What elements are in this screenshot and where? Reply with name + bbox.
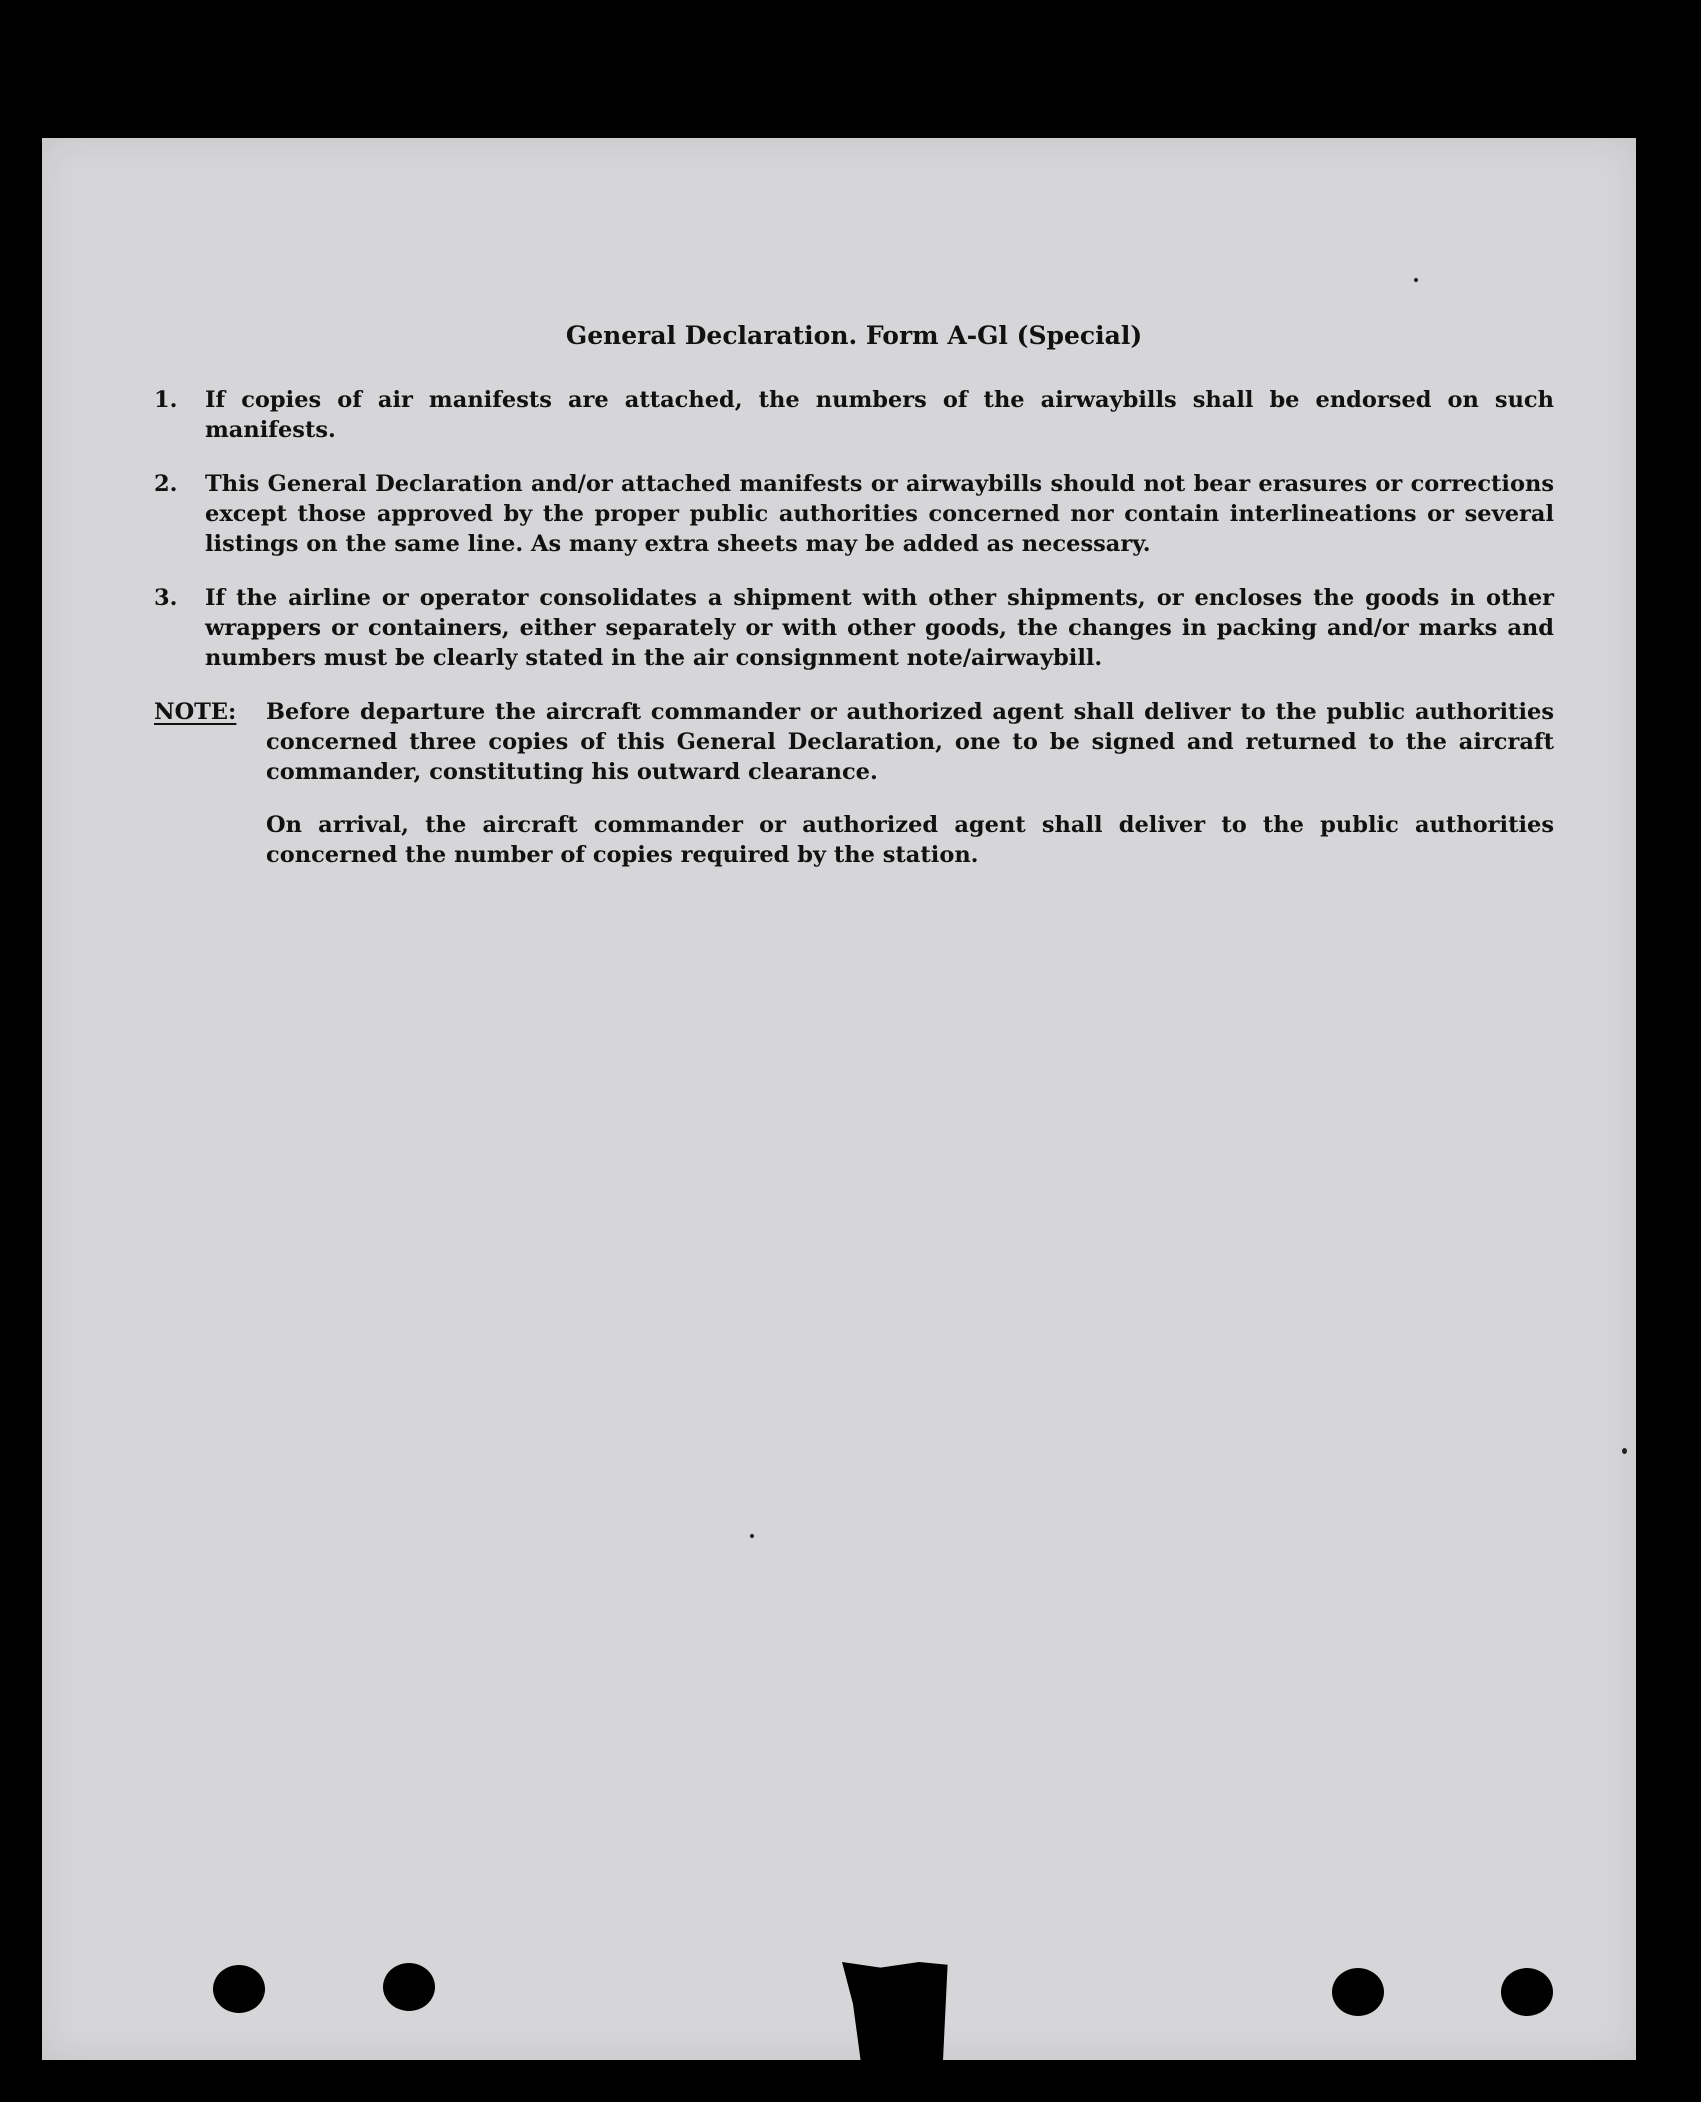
item-text: If copies of air manifests are attached, the numbers of the airwaybills shall be endorsed on such manifests. [205, 387, 1554, 443]
item-number: 3. [154, 585, 178, 611]
note-section [154, 697, 1554, 893]
bleed-through-heading [402, 242, 415, 272]
punch-hole [1332, 1968, 1384, 2016]
note-label: NOTE: [154, 699, 237, 725]
paper-speck [1622, 1448, 1627, 1454]
item-number: 1. [154, 387, 178, 413]
item-number: 2. [154, 471, 178, 497]
note-paragraph: Before departure the aircraft commander or authorized agent shall deliver to the public authorities concerned three copies of this General Declaration, one to be signed and returned to the aircraft commander, constituting his outward clearance. [266, 699, 1554, 785]
paper-speck [750, 1534, 754, 1538]
instruction-item [154, 583, 1554, 673]
item-text: If the airline or operator consolidates a shipment with other shipments, or encloses the goods in other wrappers or containers, either separately or with other goods, the changes in packing and/or marks and numbers must be clearly stated in the air consignment note/airwaybill. [205, 585, 1554, 671]
punch-hole [1501, 1968, 1553, 2016]
torn-notch [842, 1962, 952, 2102]
note-body [266, 697, 1554, 893]
paper-sheet [42, 138, 1636, 2060]
instruction-item [154, 385, 1554, 445]
note-paragraph: On arrival, the aircraft commander or authorized agent shall deliver to the public authorities concerned the number of copies required by the station. [266, 812, 1554, 868]
instruction-item [154, 469, 1554, 559]
bleed-through-large [482, 1798, 502, 1852]
declaration-instructions [154, 321, 1554, 893]
form-title: General Declaration. Form A-Gl (Special) [565, 321, 1143, 350]
punch-hole [213, 1965, 265, 2013]
item-text: This General Declaration and/or attached manifests or airwaybills should not bear erasures or corrections except those approved by the proper public authorities concerned nor contain interlineations or several listings on the same line. As many extra sheets may be added as necessary. [205, 471, 1554, 557]
punch-hole [383, 1963, 435, 2011]
paper-speck [1414, 278, 1418, 282]
